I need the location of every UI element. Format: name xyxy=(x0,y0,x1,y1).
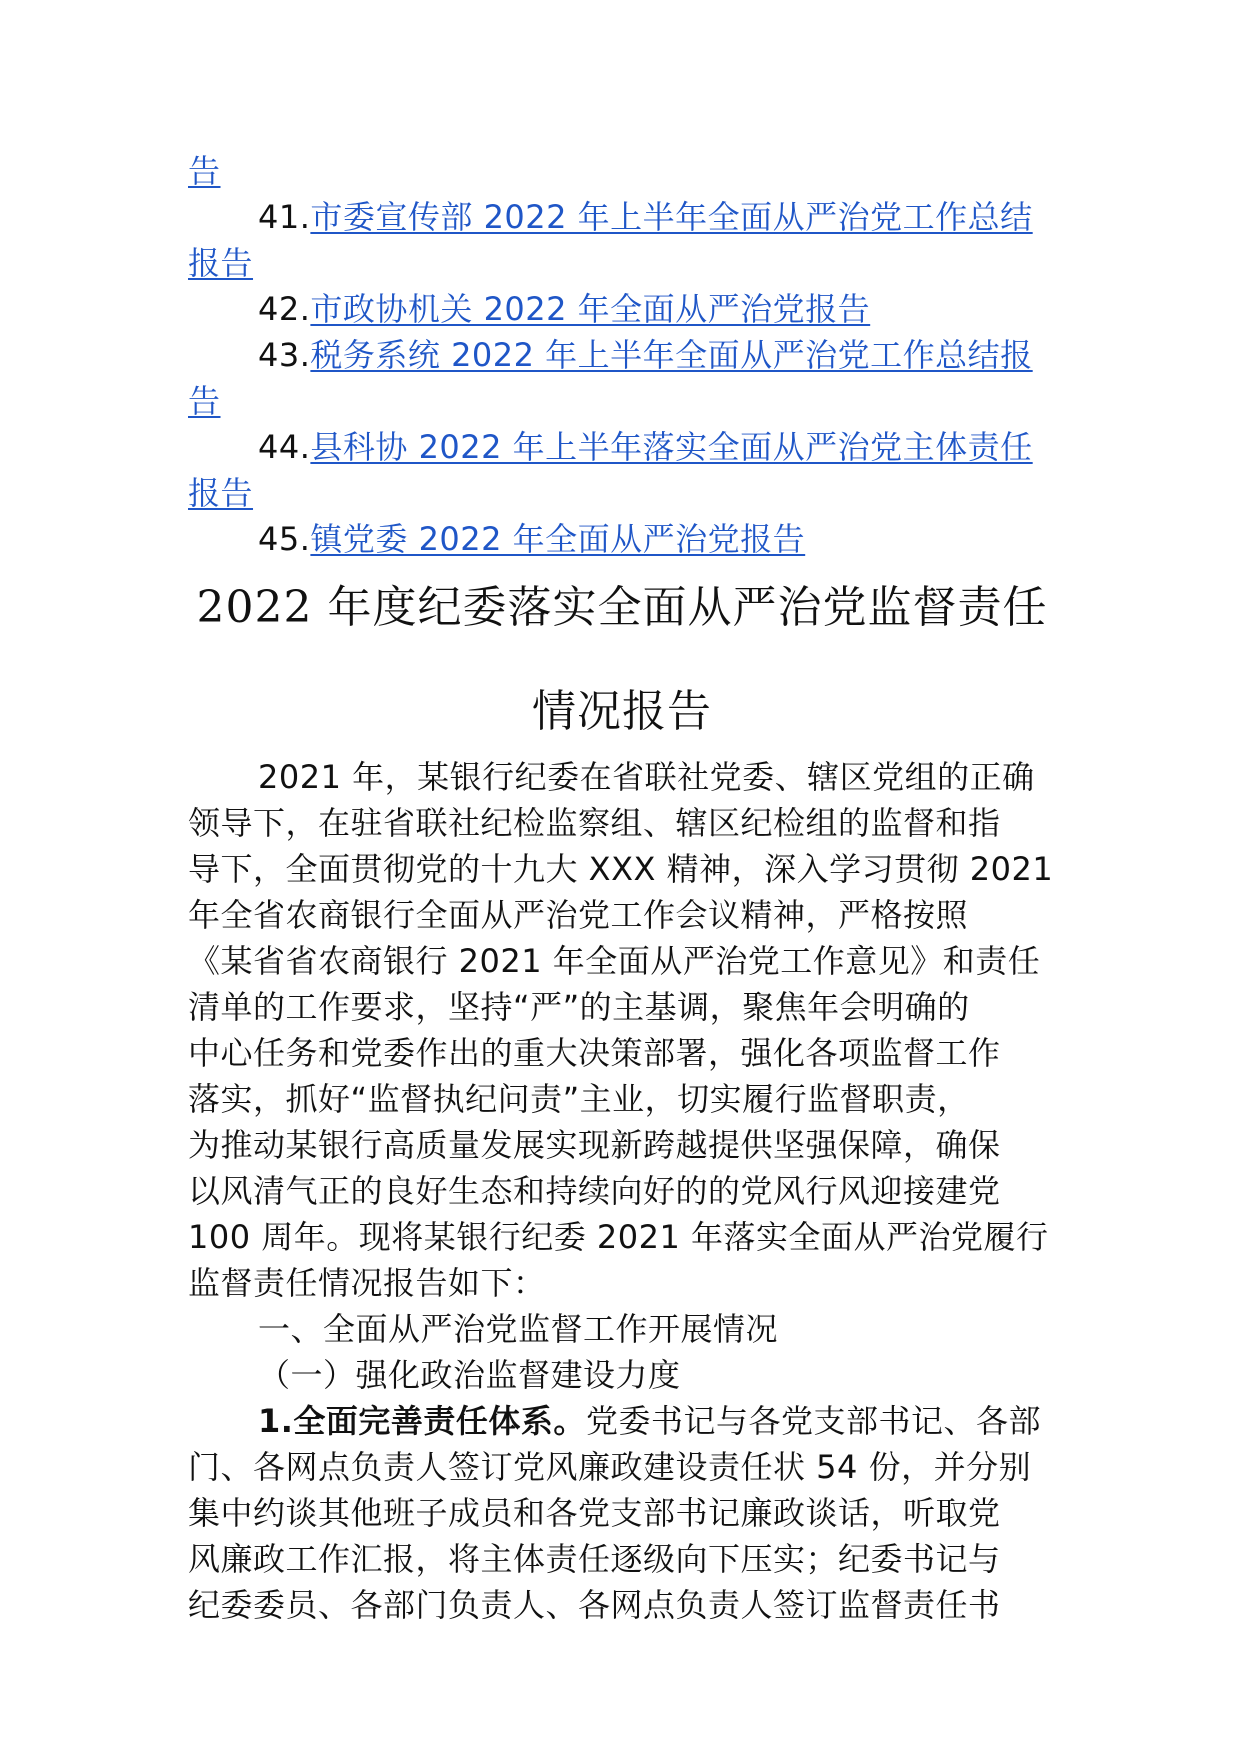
toc-link-41[interactable]: 市委宣传部 2022 年上半年全面从严治党工作总结 xyxy=(310,198,1033,236)
paragraph-line: 100 周年。现将某银行纪委 2021 年落实全面从严治党履行 xyxy=(188,1218,1049,1256)
paragraph-line: 2021 年，某银行纪委在省联社党委、辖区党组的正确 xyxy=(258,758,1035,796)
toc-link-42[interactable]: 市政协机关 2022 年全面从严治党报告 xyxy=(310,290,871,328)
paragraph-line: 导下，全面贯彻党的十九大 XXX 精神，深入学习贯彻 2021 xyxy=(188,850,1054,888)
paragraph-line: 门、各网点负责人签订党风廉政建设责任状 54 份，并分别 xyxy=(188,1448,1032,1486)
toc-number: 44. xyxy=(258,428,311,466)
paragraph-line xyxy=(188,1398,1056,1444)
paragraph-line: 监督责任情况报告如下： xyxy=(188,1264,546,1302)
paragraph-lead-bold: 1.全面完善责任体系。 xyxy=(258,1402,586,1440)
toc-item-41[interactable] xyxy=(188,194,1056,240)
document-title-line1: 2022 年度纪委落实全面从严治党监督责任 xyxy=(196,582,1048,633)
toc-link-43-tail[interactable]: 告 xyxy=(188,382,221,420)
paragraph-line: 落实，抓好“监督执纪问责”主业，切实履行监督职责， xyxy=(188,1080,970,1118)
paragraph-line: 风廉政工作汇报，将主体责任逐级向下压实；纪委书记与 xyxy=(188,1540,1001,1578)
toc-link-44-tail[interactable]: 报告 xyxy=(188,474,254,512)
toc-link-45[interactable]: 镇党委 2022 年全面从严治党报告 xyxy=(310,520,806,558)
toc-link-41-tail[interactable]: 报告 xyxy=(188,244,254,282)
section-heading-2: （一）强化政治监督建设力度 xyxy=(258,1356,681,1394)
document-body xyxy=(188,754,1056,1628)
toc-link-44[interactable]: 县科协 2022 年上半年落实全面从严治党主体责任 xyxy=(310,428,1033,466)
paragraph-line: 领导下，在驻省联社纪检监察组、辖区纪检组的监督和指 xyxy=(188,804,1001,842)
paragraph-line: 以风清气正的良好生态和持续向好的的党风行风迎接建党 xyxy=(188,1172,1001,1210)
toc-item-40-continuation[interactable] xyxy=(188,148,1056,194)
paragraph-line: 纪委委员、各部门负责人、各网点负责人签订监督责任书 xyxy=(188,1586,1001,1624)
toc-item-44-continuation[interactable] xyxy=(188,470,1056,516)
toc-number: 42. xyxy=(258,290,311,328)
toc-number: 41. xyxy=(258,198,311,236)
paragraph-line: 年全省农商银行全面从严治党工作会议精神，严格按照 xyxy=(188,896,969,934)
toc-item-44[interactable] xyxy=(188,424,1056,470)
toc-number: 43. xyxy=(258,336,311,374)
paragraph-line: 中心任务和党委作出的重大决策部署，强化各项监督工作 xyxy=(188,1034,1001,1072)
toc-item-45[interactable] xyxy=(188,516,1056,562)
paragraph-line: 清单的工作要求，坚持“严”的主基调，聚焦年会明确的 xyxy=(188,988,970,1026)
toc-link-43[interactable]: 税务系统 2022 年上半年全面从严治党工作总结报 xyxy=(310,336,1033,374)
document-title-line2: 情况报告 xyxy=(532,686,712,737)
paragraph-lead-rest: 党委书记与各党支部书记、各部 xyxy=(585,1402,1041,1440)
toc-item-42[interactable] xyxy=(188,286,1056,332)
paragraph-line: 《某省省农商银行 2021 年全面从严治党工作意见》和责任 xyxy=(188,942,1041,980)
toc-item-41-continuation[interactable] xyxy=(188,240,1056,286)
toc-number: 45. xyxy=(258,520,311,558)
section-heading-1: 一、全面从严治党监督工作开展情况 xyxy=(258,1310,779,1348)
page-content xyxy=(188,148,1056,1628)
toc-item-43[interactable] xyxy=(188,332,1056,378)
paragraph-line: 为推动某银行高质量发展实现新跨越提供坚强保障，确保 xyxy=(188,1126,1001,1164)
toc-link-40-tail[interactable]: 告 xyxy=(188,152,221,190)
paragraph-line: 集中约谈其他班子成员和各党支部书记廉政谈话，听取党 xyxy=(188,1494,1001,1532)
toc-item-43-continuation[interactable] xyxy=(188,378,1056,424)
